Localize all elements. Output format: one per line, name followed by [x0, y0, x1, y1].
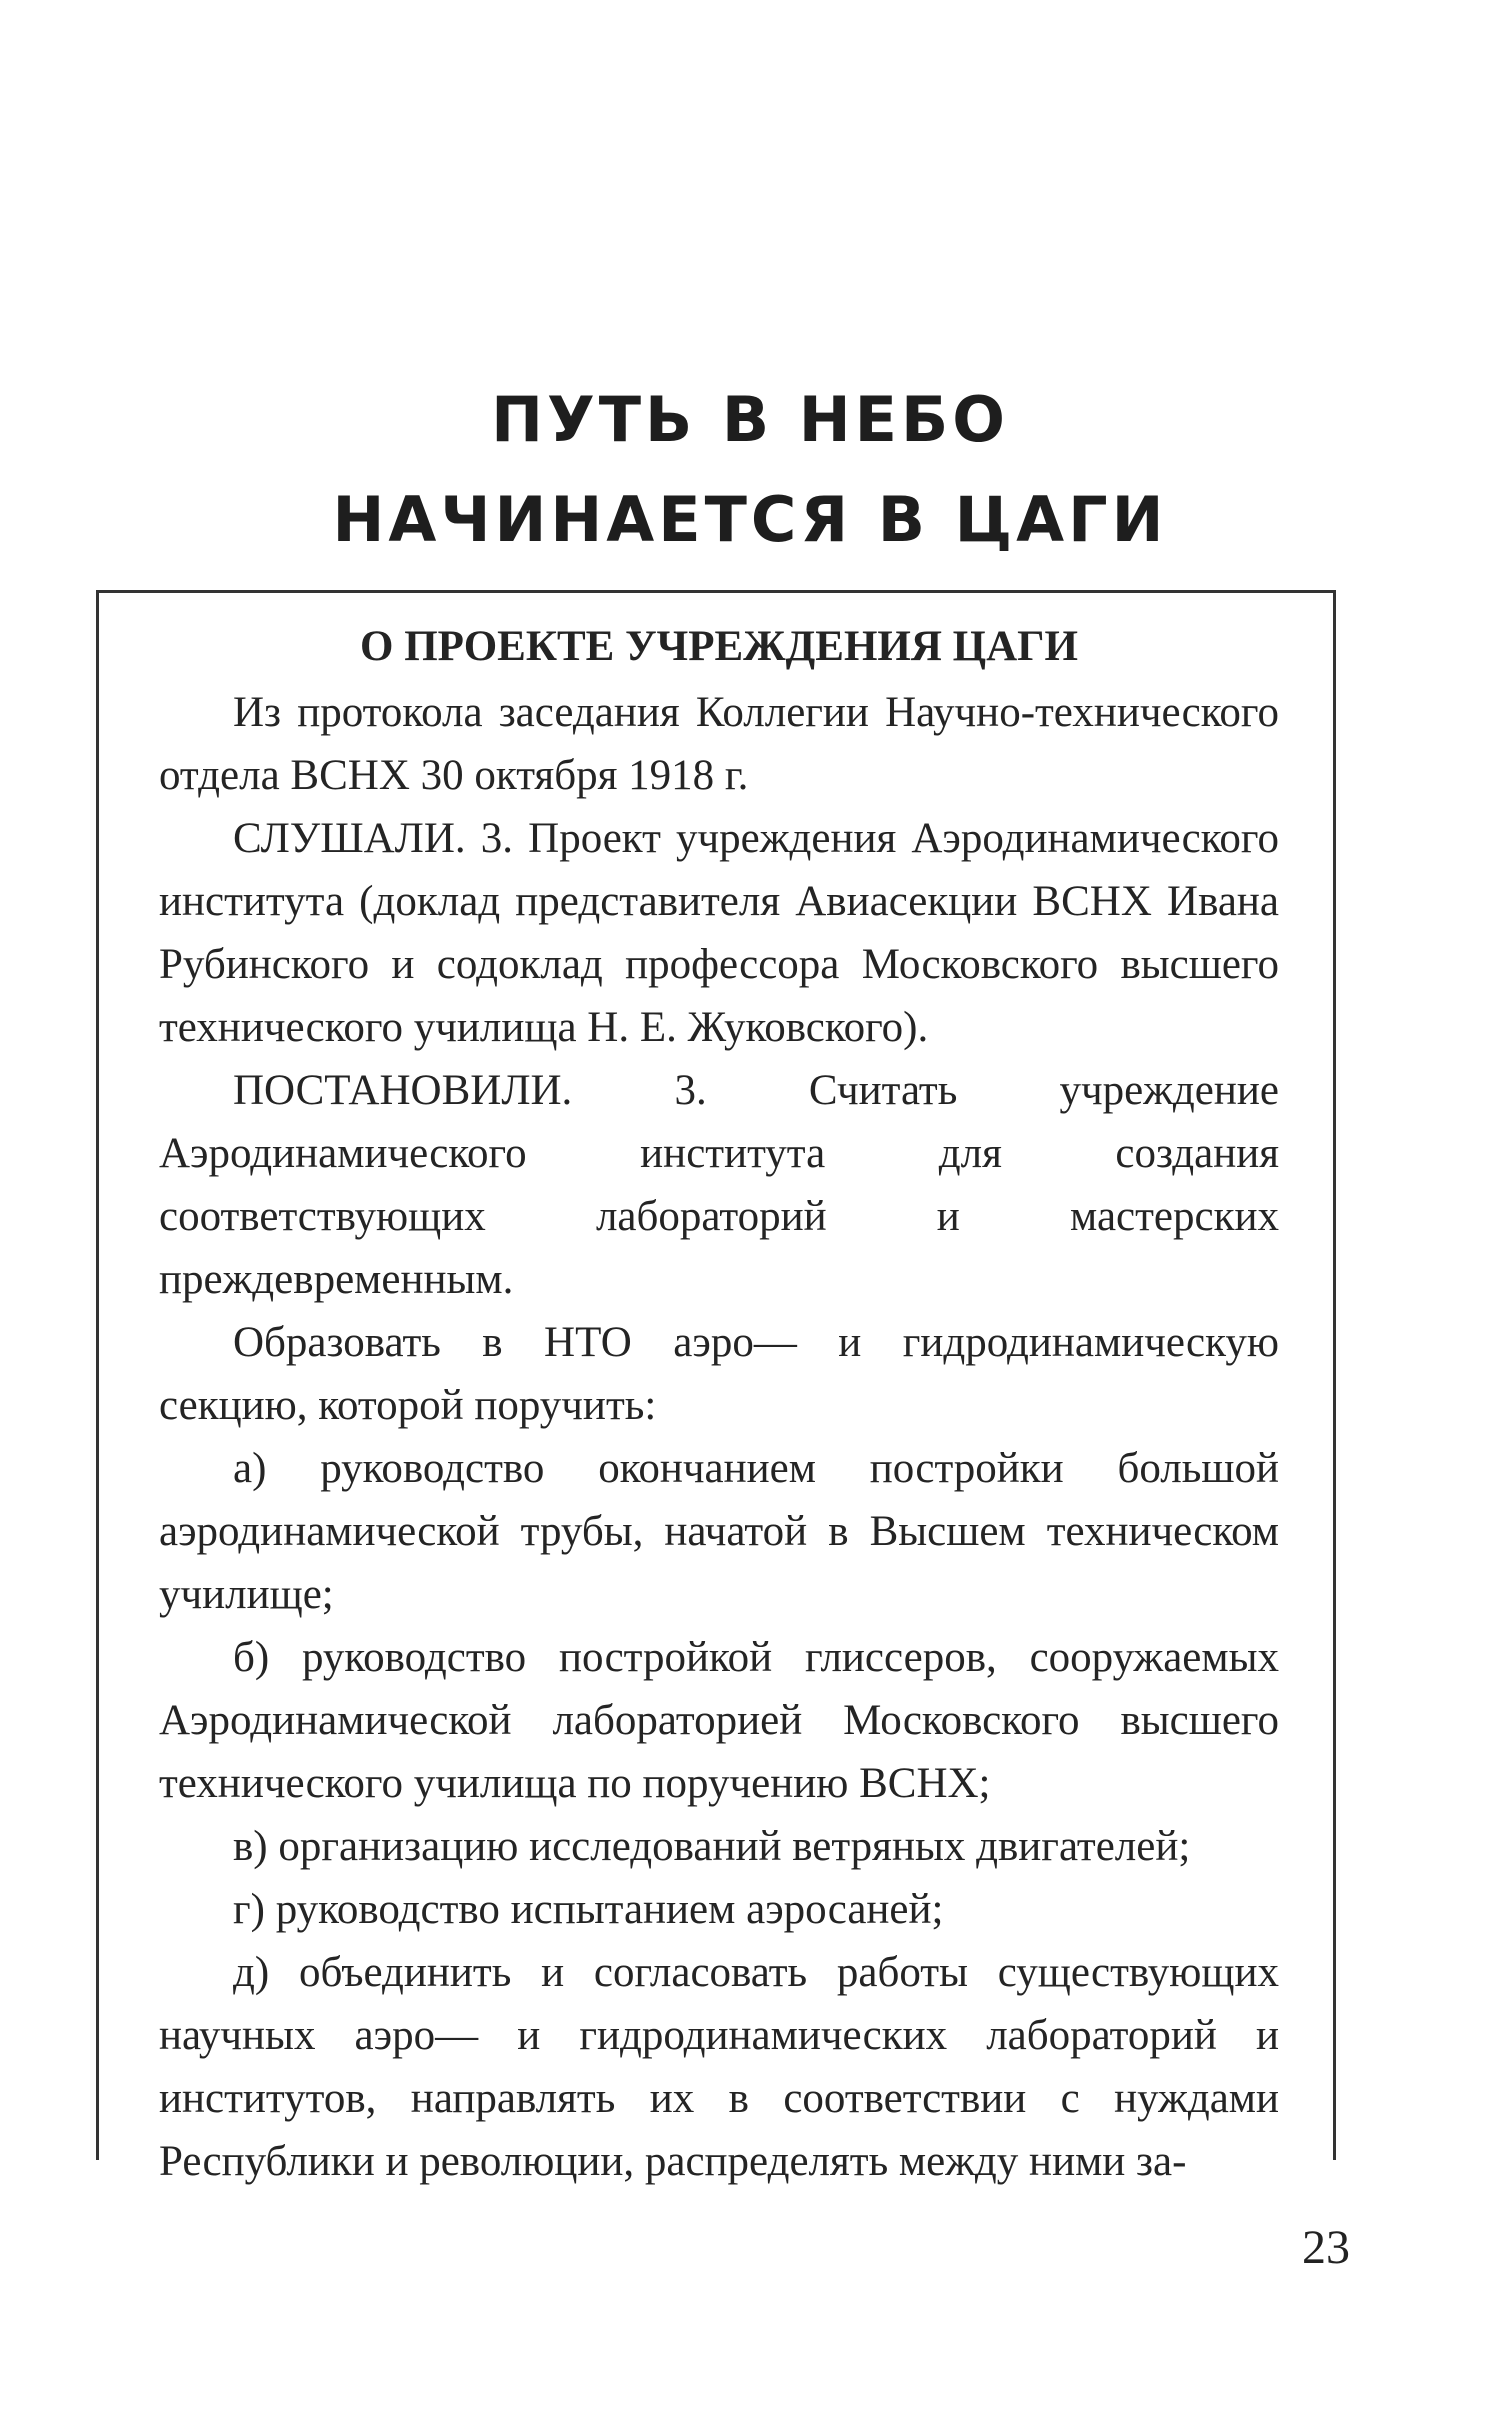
paragraph-protocol-source: Из протокола заседания Коллегии Научно-технического отдела ВСНХ 30 октября 1918 г.	[159, 689, 1279, 799]
paragraph-resolved: ПОСТАНОВИЛИ. 3. Считать учреждение Аэродинамического института для создания соответствующих лабораторий и мастерских преждевременным.	[159, 1067, 1279, 1303]
chapter-title-line-2: НАЧИНАЕТСЯ В ЦАГИ	[332, 483, 1168, 556]
list-item-a: а) руководство окончанием постройки большой аэродинамической трубы, начатой в Высшем техническом училище;	[159, 1445, 1279, 1618]
list-item-b: б) руководство постройкой глиссеров, сооружаемых Аэродинамической лабораторией Московского высшего технического училища по поручению ВСНХ;	[159, 1634, 1279, 1807]
document-heading: О ПРОЕКТЕ УЧРЕЖДЕНИЯ ЦАГИ	[360, 623, 1078, 670]
paragraph-section-formation: Образовать в НТО аэро— и гидродинамическую секцию, которой поручить:	[159, 1319, 1279, 1429]
page-number: 23	[1302, 2221, 1350, 2274]
document-excerpt-content	[159, 613, 1279, 2193]
paragraph-heard: СЛУШАЛИ. 3. Проект учреждения Аэродинамического института (доклад представителя Авиасекции ВСНХ Ивана Рубинского и содоклад профессора Московского высшего технического училища Н. Е. Жуковского).	[159, 815, 1279, 1051]
list-item-v: в) организацию исследований ветряных двигателей;	[233, 1823, 1191, 1870]
chapter-title-line-1: ПУТЬ В НЕБО	[491, 383, 1009, 456]
list-item-d: д) объединить и согласовать работы существующих научных аэро— и гидродинамических лабораторий и институтов, направлять их в соответствии с нуждами Республики и революции, распределять между ними за-	[159, 1949, 1279, 2185]
document-excerpt-box	[96, 590, 1336, 2185]
list-item-g: г) руководство испытанием аэросаней;	[233, 1886, 944, 1933]
chapter-title	[0, 370, 1500, 570]
